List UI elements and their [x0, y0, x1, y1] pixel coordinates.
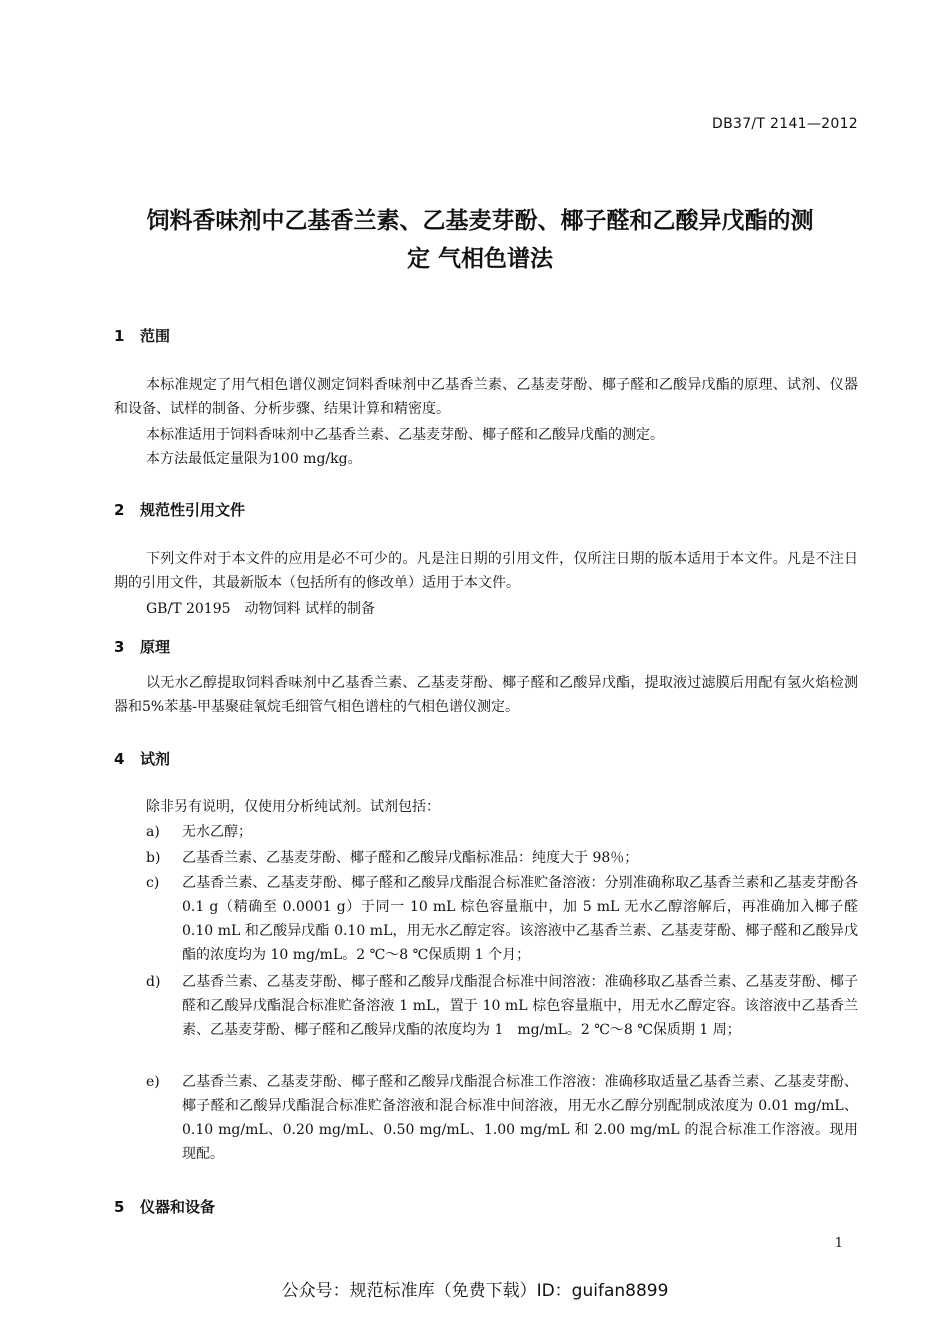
section-number: 5 — [114, 1198, 125, 1216]
section-5-heading — [114, 1196, 215, 1217]
standard-number: DB37/T 2141—2012 — [712, 116, 858, 132]
footer-watermark: 公众号：规范标准库（免费下载）ID：guifan8899 — [281, 1281, 669, 1301]
page-number: 1 — [834, 1236, 843, 1251]
references-paragraph: 下列文件对于本文件的应用是必不可少的。凡是注日期的引用文件，仅所注日期的版本适用于本文件。凡是不注日期的引用文件，其最新版本（包括所有的修改单）适用于本文件。 — [114, 551, 858, 591]
section-title: 原理 — [140, 638, 171, 656]
reagents-intro: 除非另有说明，仅使用分析纯试剂。试剂包括： — [146, 799, 440, 815]
section-4-heading — [114, 748, 170, 769]
item-text: 乙基香兰素、乙基麦芽酚、椰子醛和乙酸异戊酯混合标准工作溶液：准确移取适量乙基香兰素、乙基麦芽酚、椰子醛和乙酸异戊酯混合标准贮备溶液和混合标准中间溶液，用无水乙醇分别配制成浓度为 0.01 mg/mL、0.10 mg/mL、0.20 mg/mL、0.50 mg/mL、1.00 mg/mL 和 2.00 mg/mL 的混合标准工作溶液。现用现配。 — [182, 1074, 858, 1162]
reagent-item-a — [146, 820, 858, 844]
title-line-1: 饲料香味剂中乙基香兰素、乙基麦芽酚、椰子醛和乙酸异戊酯的测 — [146, 208, 814, 234]
item-text: 无水乙醇； — [182, 824, 252, 840]
item-label: b) — [146, 850, 161, 866]
section-number: 2 — [114, 501, 125, 519]
reference-gbt-20195: GB/T 20195 动物饲料 试样的制备 — [146, 601, 375, 617]
scope-paragraph-1: 本标准规定了用气相色谱仪测定饲料香味剂中乙基香兰素、乙基麦芽酚、椰子醛和乙酸异戊酯的原理、试剂、仪器和设备、试样的制备、分析步骤、结果计算和精密度。 — [114, 377, 858, 417]
title-line-2: 定 气相色谱法 — [406, 246, 553, 272]
reagent-item-c — [146, 871, 858, 967]
scope-paragraph-3: 本方法最低定量限为100 mg/kg。 — [146, 451, 362, 467]
item-text: 乙基香兰素、乙基麦芽酚、椰子醛和乙酸异戊酯混合标准中间溶液：准确移取乙基香兰素、乙基麦芽酚、椰子醛和乙酸异戊酯混合标准贮备溶液 1 mL，置于 10 mL 棕色容量瓶中，用无水乙醇定容。该溶液中乙基香兰素、乙基麦芽酚、椰子醛和乙酸异戊酯的浓度均为 1 mg/mL。2 ℃～8 ℃保质期 1 周； — [182, 974, 858, 1038]
section-1-heading — [114, 325, 170, 346]
item-label: c) — [146, 875, 160, 891]
section-number: 3 — [114, 638, 125, 656]
section-title: 规范性引用文件 — [140, 501, 246, 519]
section-title: 范围 — [140, 327, 171, 345]
reagent-item-d — [146, 970, 858, 1042]
scope-paragraph-2: 本标准适用于饲料香味剂中乙基香兰素、乙基麦芽酚、椰子醛和乙酸异戊酯的测定。 — [146, 427, 664, 443]
item-label: d) — [146, 974, 161, 990]
reagent-item-e — [146, 1070, 858, 1166]
section-2-heading — [114, 499, 245, 520]
section-number: 1 — [114, 327, 125, 345]
reagent-item-b — [146, 846, 858, 870]
principle-paragraph: 以无水乙醇提取饲料香味剂中乙基香兰素、乙基麦芽酚、椰子醛和乙酸异戊酯，提取液过滤膜后用配有氢火焰检测器和5%苯基-甲基聚硅氧烷毛细管气相色谱柱的气相色谱仪测定。 — [114, 675, 858, 715]
section-3-heading — [114, 636, 170, 657]
item-label: a) — [146, 824, 160, 840]
section-number: 4 — [114, 750, 125, 768]
item-text: 乙基香兰素、乙基麦芽酚、椰子醛和乙酸异戊酯标准品：纯度大于 98％； — [182, 850, 639, 866]
document-title — [100, 202, 860, 278]
item-text: 乙基香兰素、乙基麦芽酚、椰子醛和乙酸异戊酯混合标准贮备溶液：分别准确称取乙基香兰素和乙基麦芽酚各 0.1 g（精确至 0.0001 g）于同一 10 mL 棕色容量瓶中，加 5 mL 无水乙醇溶解后，再准确加入椰子醛 0.10 mL 和乙酸异戊酯 0.10 mL，用无水乙醇定容。该溶液中乙基香兰素、乙基麦芽酚、椰子醛和乙酸异戊酯的浓度均为 10 mg/mL。2 ℃～8 ℃保质期 1 个月； — [182, 875, 858, 963]
item-label: e) — [146, 1074, 160, 1090]
section-title: 试剂 — [140, 750, 171, 768]
section-title: 仪器和设备 — [140, 1198, 216, 1216]
